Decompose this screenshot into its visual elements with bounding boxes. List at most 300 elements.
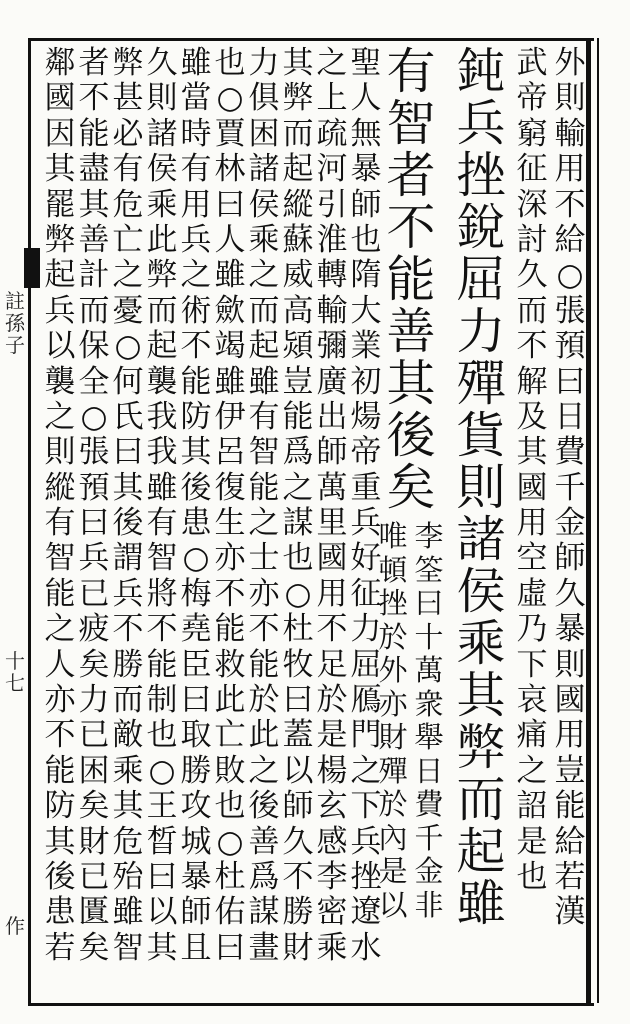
glyph: 其 (456, 667, 506, 724)
glyph: 勝 (282, 894, 314, 931)
glyph: 遼 (350, 894, 382, 931)
glyph: 能 (146, 646, 178, 683)
glyph: 善 (248, 823, 280, 860)
glyph: 費 (554, 434, 586, 471)
glyph: 此 (214, 682, 246, 719)
glyph: 於 (248, 682, 280, 719)
glyph: 作 (5, 914, 25, 938)
glyph: 必 (112, 115, 144, 152)
glyph: 曰 (180, 682, 212, 719)
glyph: 以 (146, 894, 178, 931)
glyph: 患 (180, 505, 212, 542)
glyph: 是 (316, 717, 348, 754)
glyph: 亦 (378, 686, 408, 721)
glyph: 晳 (146, 823, 178, 860)
glyph: 有 (112, 151, 144, 188)
glyph: 勝 (112, 646, 144, 683)
glyph: 千 (414, 820, 444, 855)
glyph: 彌 (316, 328, 348, 365)
glyph: 暴 (180, 858, 212, 895)
glyph: 曰 (214, 186, 246, 223)
glyph: 久 (554, 575, 586, 612)
glyph: 疲 (78, 611, 110, 648)
glyph: 乃 (516, 611, 548, 648)
glyph: 矣 (386, 459, 436, 516)
text-column (510, 46, 554, 895)
glyph: 保 (78, 328, 110, 365)
glyph: 兵 (78, 540, 110, 577)
glyph: 萬 (316, 469, 348, 506)
glyph: 子 (5, 333, 25, 357)
margin-footer (2, 915, 28, 937)
glyph: 且 (180, 929, 212, 966)
glyph: 畫 (248, 929, 280, 966)
glyph: 智 (44, 540, 76, 577)
glyph: 後 (44, 858, 76, 895)
glyph: 兵 (112, 575, 144, 612)
glyph: 鄰 (44, 45, 76, 81)
glyph: 之 (516, 752, 548, 789)
glyph: 好 (350, 540, 382, 577)
glyph: 伊 (214, 398, 246, 435)
glyph: 蘇 (282, 221, 314, 258)
glyph: 杜 (214, 858, 246, 895)
glyph: 曰 (554, 363, 586, 400)
glyph: 引 (316, 186, 348, 223)
glyph: 之 (350, 752, 382, 789)
glyph: 我 (146, 434, 178, 471)
glyph: 鴈 (350, 682, 382, 719)
glyph: 已 (78, 575, 110, 612)
glyph: 全 (78, 363, 110, 400)
glyph: 無 (350, 115, 382, 152)
glyph: 曰 (414, 586, 444, 620)
glyph: 也 (214, 788, 246, 825)
glyph: 出 (316, 398, 348, 435)
glyph: 牧 (282, 646, 314, 683)
glyph: 歛 (214, 292, 246, 329)
glyph: 梅 (180, 575, 212, 612)
glyph: 堯 (180, 611, 212, 648)
glyph: 而 (282, 115, 314, 152)
glyph: 智 (146, 540, 178, 577)
glyph: 之 (112, 257, 144, 294)
left-border-rule (28, 38, 31, 1003)
glyph: 業 (350, 328, 382, 365)
glyph: 防 (44, 788, 76, 825)
glyph: 轉 (316, 257, 348, 294)
text-column (38, 46, 82, 966)
glyph: 之 (282, 469, 314, 506)
glyph: 者 (78, 45, 110, 81)
glyph: 諸 (248, 151, 280, 188)
glyph: 此 (146, 221, 178, 258)
glyph: 貨 (456, 407, 506, 464)
glyph: 侯 (146, 151, 178, 188)
glyph: ○ (114, 328, 142, 365)
glyph: 李 (316, 858, 348, 895)
text-column (548, 46, 592, 931)
glyph: 者 (386, 147, 436, 204)
glyph: 林 (214, 151, 246, 188)
glyph: 屈 (456, 251, 506, 308)
glyph: 初 (350, 363, 382, 400)
glyph: 里 (316, 505, 348, 542)
glyph: 已 (78, 858, 110, 895)
glyph: 雖 (248, 363, 280, 400)
glyph: 曰 (146, 858, 178, 895)
glyph: 當 (180, 80, 212, 117)
glyph: 弊 (112, 45, 144, 81)
glyph: 則 (44, 434, 76, 471)
glyph: 雖 (456, 875, 506, 932)
glyph: 用 (554, 717, 586, 754)
glyph: 患 (44, 894, 76, 931)
glyph: 師 (554, 540, 586, 577)
glyph: 王 (146, 788, 178, 825)
glyph: 也 (350, 221, 382, 258)
glyph: 及 (516, 398, 548, 435)
glyph: 而 (248, 292, 280, 329)
glyph: 殆 (112, 858, 144, 895)
glyph: 以 (44, 328, 76, 365)
glyph: 威 (282, 257, 314, 294)
glyph: 則 (456, 459, 506, 516)
glyph: 智 (248, 434, 280, 471)
glyph: 後 (248, 788, 280, 825)
glyph: 制 (146, 682, 178, 719)
glyph: 輸 (554, 115, 586, 152)
glyph: 爲 (282, 434, 314, 471)
glyph: 爲 (248, 858, 280, 895)
glyph: 盡 (78, 151, 110, 188)
glyph: 給 (554, 823, 586, 860)
glyph: 善 (386, 303, 436, 360)
glyph: 楊 (316, 752, 348, 789)
glyph: 防 (180, 398, 212, 435)
glyph: 智 (386, 95, 436, 152)
glyph: 憂 (112, 292, 144, 329)
glyph: 而 (146, 292, 178, 329)
glyph: 窮 (516, 115, 548, 152)
glyph: 挫 (350, 858, 382, 895)
glyph: 佑 (214, 894, 246, 931)
glyph: 挫 (378, 586, 408, 620)
glyph: 有 (180, 151, 212, 188)
glyph: ○ (216, 80, 244, 117)
glyph: 侯 (456, 563, 506, 620)
glyph: 國 (554, 682, 586, 719)
glyph: 能 (44, 752, 76, 789)
glyph: 水 (350, 929, 382, 966)
glyph: 若 (554, 858, 586, 895)
glyph: 曰 (282, 682, 314, 719)
glyph: 重 (350, 469, 382, 506)
glyph: 暴 (350, 151, 382, 188)
glyph: 殫 (378, 753, 408, 788)
glyph: 救 (214, 646, 246, 683)
glyph: 金 (554, 505, 586, 542)
glyph: 呂 (214, 434, 246, 471)
glyph: 後 (180, 469, 212, 506)
glyph: 上 (316, 80, 348, 117)
glyph: 內 (378, 820, 408, 855)
glyph: 不 (516, 328, 548, 365)
glyph: 虛 (516, 575, 548, 612)
glyph: 生 (214, 505, 246, 542)
glyph: 侯 (248, 186, 280, 223)
glyph: 之 (248, 752, 280, 789)
glyph: 十 (5, 649, 25, 673)
glyph: 征 (516, 151, 548, 188)
glyph: 用 (516, 505, 548, 542)
glyph: 乘 (112, 752, 144, 789)
glyph: 註 (5, 289, 25, 313)
glyph: 能 (248, 646, 280, 683)
glyph: 能 (282, 398, 314, 435)
glyph: 而 (516, 292, 548, 329)
margin-title (2, 290, 28, 356)
glyph: 有 (386, 43, 436, 100)
glyph: 國 (316, 540, 348, 577)
glyph: 力 (350, 611, 382, 648)
glyph: ○ (216, 823, 244, 860)
glyph: 賈 (214, 115, 246, 152)
glyph: 智 (112, 929, 144, 966)
glyph: 杜 (282, 611, 314, 648)
glyph: 門 (350, 717, 382, 754)
glyph: 兵 (180, 221, 212, 258)
glyph: 挫 (456, 147, 506, 204)
glyph: 解 (516, 363, 548, 400)
glyph: 計 (78, 257, 110, 294)
glyph: 縱 (282, 186, 314, 223)
glyph: 其 (282, 45, 314, 81)
glyph: 危 (112, 186, 144, 223)
glyph: ○ (148, 752, 176, 789)
glyph: 弊 (456, 719, 506, 776)
glyph: 曰 (214, 929, 246, 966)
glyph: 屈 (350, 646, 382, 683)
annotation-column (413, 520, 445, 922)
glyph: 則 (146, 80, 178, 117)
glyph: 起 (248, 328, 280, 365)
glyph: 也 (146, 717, 178, 754)
glyph: ○ (80, 398, 108, 435)
glyph: 困 (78, 752, 110, 789)
glyph: 其 (112, 788, 144, 825)
glyph: 七 (5, 671, 25, 695)
glyph: 而 (456, 771, 506, 828)
glyph: 雖 (112, 894, 144, 931)
glyph: 也 (282, 540, 314, 577)
glyph: 亦 (214, 540, 246, 577)
glyph: 兵 (350, 823, 382, 860)
glyph: 不 (146, 611, 178, 648)
glyph: 財 (78, 823, 110, 860)
glyph: 討 (516, 221, 548, 258)
glyph: 之 (248, 505, 280, 542)
glyph: 孫 (5, 311, 25, 335)
glyph: 下 (350, 788, 382, 825)
glyph: 帝 (516, 80, 548, 117)
glyph: 其 (180, 434, 212, 471)
glyph: 其 (44, 151, 76, 188)
glyph: 其 (112, 469, 144, 506)
glyph: 勝 (180, 752, 212, 789)
glyph: 財 (282, 929, 314, 966)
glyph: 危 (112, 823, 144, 860)
glyph: 攻 (180, 788, 212, 825)
glyph: 鈍 (456, 43, 506, 100)
glyph: 輸 (316, 292, 348, 329)
glyph: 張 (78, 434, 110, 471)
glyph: 能 (554, 788, 586, 825)
glyph: 淮 (316, 221, 348, 258)
glyph: 不 (78, 80, 110, 117)
glyph: 乘 (316, 929, 348, 966)
glyph: 久 (282, 823, 314, 860)
glyph: 非 (414, 887, 444, 922)
glyph: 因 (44, 115, 76, 152)
glyph: 不 (214, 575, 246, 612)
glyph: 下 (516, 646, 548, 683)
glyph: 士 (248, 540, 280, 577)
glyph: 疏 (316, 115, 348, 152)
glyph: 力 (456, 303, 506, 360)
glyph: 用 (554, 151, 586, 188)
glyph: 足 (316, 646, 348, 683)
glyph: 給 (554, 221, 586, 258)
glyph: 其 (146, 929, 178, 966)
glyph: 不 (248, 611, 280, 648)
glyph: 困 (248, 115, 280, 152)
glyph: 不 (180, 328, 212, 365)
glyph: ○ (182, 540, 210, 577)
glyph: 日 (554, 398, 586, 435)
glyph: 之 (44, 398, 76, 435)
glyph: 而 (112, 682, 144, 719)
glyph: 高 (282, 292, 314, 329)
glyph: 矣 (78, 929, 110, 966)
glyph: 師 (350, 186, 382, 223)
glyph: 則 (554, 646, 586, 683)
glyph: 不 (282, 858, 314, 895)
glyph: 縱 (44, 469, 76, 506)
glyph: 乘 (456, 615, 506, 672)
glyph: 後 (112, 505, 144, 542)
glyph: 國 (44, 80, 76, 117)
glyph: 廣 (316, 363, 348, 400)
glyph: 千 (554, 469, 586, 506)
glyph: 取 (180, 717, 212, 754)
glyph: 俱 (248, 80, 280, 117)
glyph: 於 (316, 682, 348, 719)
glyph: 後 (386, 407, 436, 464)
glyph: 此 (248, 717, 280, 754)
glyph: 十 (414, 619, 444, 654)
glyph: 諸 (456, 511, 506, 568)
glyph: 起 (282, 151, 314, 188)
glyph: 起 (456, 823, 506, 880)
glyph: 哀 (516, 682, 548, 719)
glyph: 外 (554, 45, 586, 81)
glyph: 亡 (214, 717, 246, 754)
glyph: 銳 (456, 199, 506, 256)
glyph: 空 (516, 540, 548, 577)
text-column-main (446, 43, 516, 932)
glyph: 詔 (516, 788, 548, 825)
glyph: 力 (248, 45, 280, 81)
glyph: 雖 (146, 469, 178, 506)
glyph: 日 (414, 753, 444, 788)
glyph: 人 (214, 221, 246, 258)
glyph: 以 (282, 752, 314, 789)
glyph: 是 (378, 854, 408, 888)
glyph: 不 (386, 199, 436, 256)
glyph: 能 (78, 115, 110, 152)
glyph: 唯 (378, 519, 408, 553)
glyph: 其 (386, 355, 436, 412)
glyph: 力 (78, 682, 110, 719)
glyph: 弊 (282, 80, 314, 117)
glyph: 不 (112, 611, 144, 648)
glyph: 於 (378, 619, 408, 654)
glyph: 不 (44, 717, 76, 754)
glyph: 兵 (456, 95, 506, 152)
glyph: 亦 (44, 682, 76, 719)
glyph: 兵 (350, 505, 382, 542)
glyph: 謂 (112, 540, 144, 577)
glyph: 是 (516, 823, 548, 860)
glyph: 術 (180, 292, 212, 329)
glyph: 能 (180, 363, 212, 400)
glyph: 能 (386, 251, 436, 308)
glyph: 其 (516, 434, 548, 471)
glyph: 財 (378, 720, 408, 754)
glyph: 痛 (516, 717, 548, 754)
glyph: 乘 (248, 221, 280, 258)
glyph: 以 (378, 887, 408, 922)
glyph: 能 (248, 469, 280, 506)
glyph: 大 (350, 292, 382, 329)
glyph: 而 (78, 292, 110, 329)
glyph: 不 (554, 186, 586, 223)
glyph: 師 (180, 894, 212, 931)
glyph: 筌 (414, 552, 444, 587)
glyph: 時 (180, 115, 212, 152)
glyph: 能 (214, 611, 246, 648)
glyph: 曰 (78, 505, 110, 542)
glyph: 金 (414, 854, 444, 888)
glyph: 張 (554, 292, 586, 329)
glyph: 襲 (44, 363, 76, 400)
glyph: 人 (350, 80, 382, 117)
glyph: 李 (414, 519, 444, 553)
glyph: 襲 (146, 363, 178, 400)
glyph: 敵 (112, 717, 144, 754)
glyph: 煬 (350, 398, 382, 435)
glyph: 密 (316, 894, 348, 931)
glyph: 萬 (414, 653, 444, 687)
glyph: 有 (146, 505, 178, 542)
glyph: 雖 (214, 257, 246, 294)
glyph: 豈 (282, 363, 314, 400)
glyph: 能 (44, 575, 76, 612)
glyph: 武 (516, 45, 548, 81)
glyph: 敗 (214, 752, 246, 789)
glyph: 聖 (350, 45, 382, 81)
